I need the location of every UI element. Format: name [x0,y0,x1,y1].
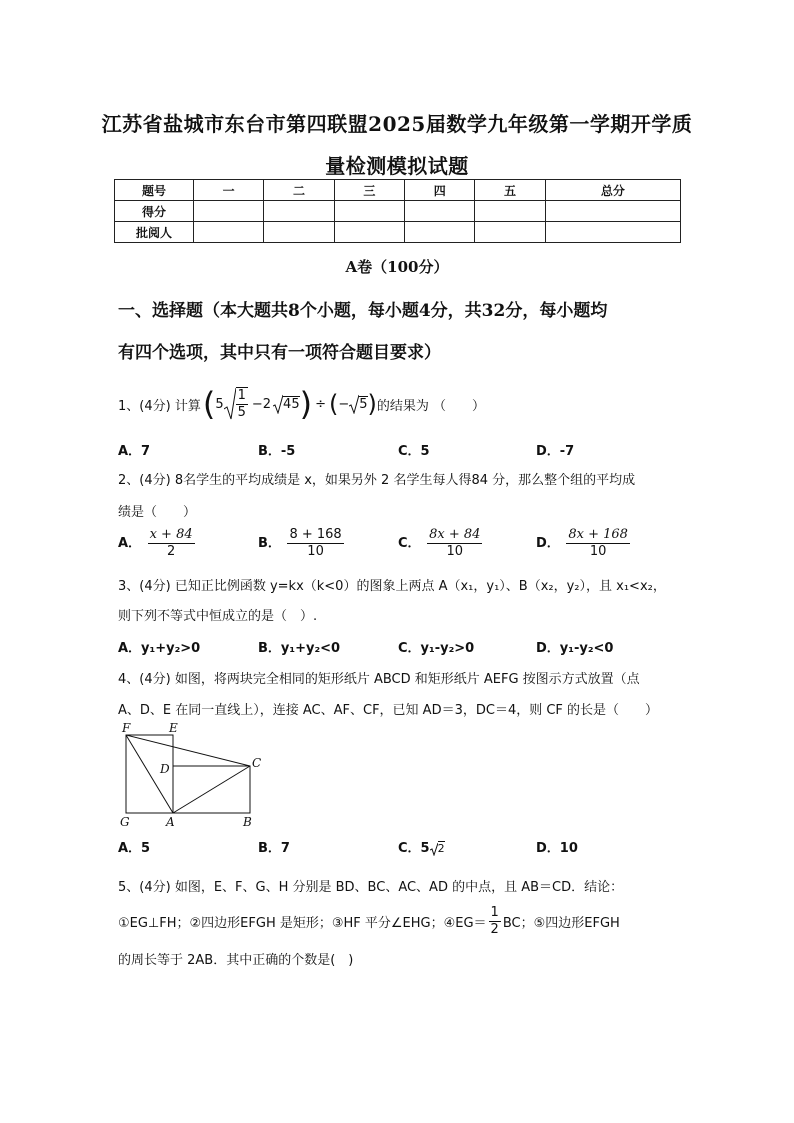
question-text: 的结果为 （ ） [376,398,486,414]
page-title-continued: 量检测模拟试题 [325,154,469,178]
option-a[interactable]: A．y₁+y₂>0 [118,641,201,656]
option-c[interactable]: C．y₁-y₂>0 [398,641,475,656]
question-3: 3、(4分) 已知正比例函数 y=kx（k<0）的图象上两点 A（x₁，y₁）、B（x₂，y₂），且 x₁<x₂， [118,579,666,594]
table-cell: 二 [264,180,334,201]
fraction-denominator: 10 [589,544,607,559]
score-cell[interactable] [194,222,264,243]
fraction-denominator: 2 [166,544,176,559]
question-text: ①EG⊥FH；②四边形EFGH 是矩形；③HF 平分∠EHG；④EG＝ [118,915,487,931]
math-fraction [566,527,630,560]
fraction-denominator: 10 [446,544,463,559]
math-coef: 5 [215,396,224,412]
math-fraction [489,905,501,938]
math-fraction [427,527,482,560]
question-5-continued: 的周长等于 2AB．其中正确的个数是( ) [118,953,354,968]
section-heading: 一、选择题（本大题共8个小题，每小题4分，共32分，每小题均 [118,301,608,321]
table-cell: 四 [405,180,475,201]
score-cell[interactable] [405,222,475,243]
score-cell[interactable] [334,222,404,243]
table-cell: 五 [475,180,545,201]
math-fraction [236,387,248,421]
option-d[interactable]: D．10 [536,841,578,856]
math-fraction [287,527,343,560]
option-b[interactable]: B．y₁+y₂<0 [258,641,341,656]
paren-right: ) [367,390,377,418]
radicand: 5 [359,397,368,412]
divide-sign: ÷ [315,396,326,412]
score-cell[interactable] [475,222,545,243]
option-label: C．5 [398,841,430,856]
score-cell[interactable] [475,201,545,222]
score-cell[interactable] [545,222,680,243]
option-c[interactable] [398,837,445,856]
score-table-row [115,201,681,222]
radical-icon [224,387,236,421]
segment-ac [173,766,250,813]
question-4-continued: A、D、E 在同一直线上），连接 AC、AF、CF，已知 AD＝3，DC＝4，则 CF 的长是（ ） [118,703,659,718]
radicand: 45 [283,397,300,412]
label-g: G [120,815,130,829]
radical-icon [273,394,283,414]
fraction-numerator: 8x + 84 [429,527,481,542]
option-d[interactable]: D．y₁-y₂<0 [536,641,614,656]
option-b[interactable]: B．7 [258,841,290,856]
table-row-label: 批阅人 [115,222,194,243]
option-a[interactable]: A．7 [118,444,151,459]
option-label: B． [258,536,281,551]
negative-sign: − [338,396,350,412]
table-cell: 题号 [115,180,194,201]
fraction-denominator: 2 [490,921,499,937]
question-2: 2、(4分) 8名学生的平均成绩是 x，如果另外 2 名学生每人得84 分，那么整个组的平均成 [118,473,636,488]
page-title: 江苏省盐城市东台市第四联盟2025届数学九年级第一学期开学质 [101,112,693,136]
score-cell[interactable] [545,201,680,222]
score-cell[interactable] [264,222,334,243]
fraction-numerator: 1 [237,388,246,403]
question-1 [118,384,485,424]
fraction-numerator: 1 [490,904,499,920]
score-cell[interactable] [334,201,404,222]
section-heading-continued: 有四个选项，其中只有一项符合题目要求） [118,343,441,363]
label-c: C [252,756,262,770]
option-label: A． [118,536,142,551]
paren-left: ( [202,385,216,423]
fraction-denominator: 10 [307,544,324,559]
score-table-row [115,222,681,243]
label-b: B [243,815,252,829]
volume-heading: A卷（100分） [345,258,449,276]
option-d[interactable] [536,527,632,560]
option-d[interactable]: D．-7 [536,444,575,459]
label-e: E [169,721,178,735]
question-5: 5、(4分) 如图，E、F、G、H 分别是 BD、BC、AC、AD 的中点，且 AB＝CD．结论： [118,880,624,895]
option-b[interactable]: B．-5 [258,444,296,459]
score-table [114,179,681,243]
option-a[interactable] [118,527,197,560]
option-a[interactable]: A．5 [118,841,151,856]
fraction-numerator: 8 + 168 [289,527,342,542]
fraction-numerator: x + 84 [149,527,193,542]
question-4: 4、(4分) 如图，将两块完全相同的矩形纸片 ABCD 和矩形纸片 AEFG 按图示方式放置（点 [118,672,640,687]
question-2-continued: 绩是（ ） [118,505,197,520]
math-term: −2 [251,396,272,412]
score-cell[interactable] [405,201,475,222]
paren-right: ) [299,385,313,423]
table-cell: 三 [334,180,404,201]
table-row-label: 得分 [115,201,194,222]
radicand: 2 [437,842,445,855]
option-label: C． [398,536,421,551]
fraction-denominator: 5 [237,405,246,420]
question-text: BC；⑤四边形EFGH [502,915,620,931]
option-c[interactable] [398,527,484,560]
question-text: 1、(4分) 计算 [118,398,201,414]
radical-icon [430,842,438,856]
score-table-header-row [115,180,681,201]
score-cell[interactable] [194,201,264,222]
paren-left: ( [328,390,339,418]
option-c[interactable]: C．5 [398,444,430,459]
label-a: A [166,815,175,829]
math-fraction [148,527,195,560]
label-d: D [160,762,170,776]
radical-icon [349,394,359,414]
segment-cf [126,735,250,766]
score-cell[interactable] [264,201,334,222]
option-label: D． [536,536,560,551]
question-3-continued: 则下列不等式中恒成立的是（ ）. [118,609,318,624]
fraction-numerator: 8x + 168 [568,527,628,542]
option-b[interactable] [258,527,346,560]
table-cell: 一 [194,180,264,201]
geometry-figure [116,720,266,830]
label-f: F [122,721,131,735]
question-5-continued [118,902,620,940]
table-cell: 总分 [545,180,680,201]
